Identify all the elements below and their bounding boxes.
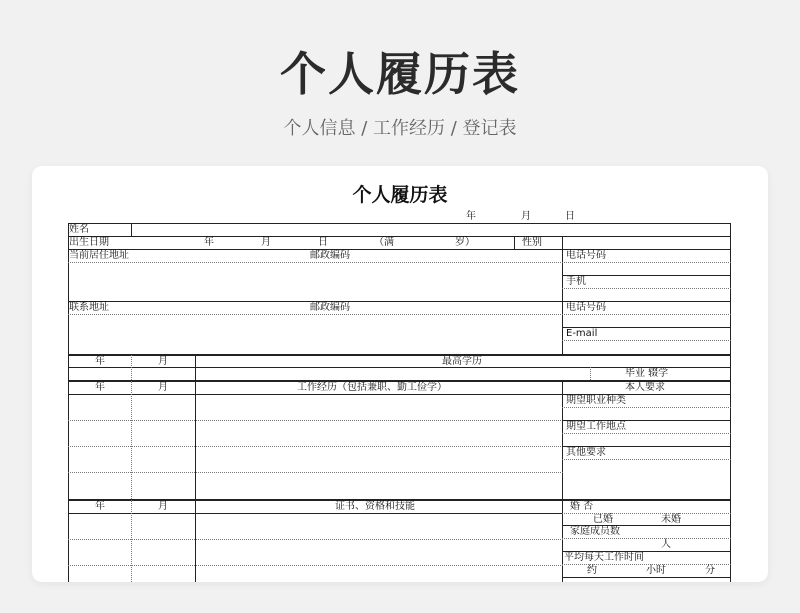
dotted-line — [562, 433, 731, 434]
dotted-line — [590, 367, 591, 380]
edu-status-label: 毕业 辍学 — [625, 368, 669, 379]
phone-label: 电话号码 — [566, 250, 606, 261]
resume-form-card — [32, 166, 768, 582]
dotted-line — [68, 565, 563, 566]
edu-month-header: 月 — [158, 356, 168, 367]
border-line — [131, 223, 132, 236]
page-subtitle: 个人信息 / 工作经历 / 登记表 — [283, 118, 517, 139]
family-unit-label: 人 — [661, 539, 671, 550]
border-line — [195, 500, 196, 582]
married-option: 已婚 — [593, 514, 613, 525]
birth-day-label: 日 — [318, 237, 328, 248]
edu-header: 最高学历 — [442, 356, 482, 367]
date-month-label: 月 — [521, 211, 531, 222]
work-history-header: 工作经历（包括兼职、勤工俭学） — [297, 382, 447, 393]
dotted-line — [562, 262, 731, 263]
dotted-line — [562, 288, 731, 289]
birth-date-label: 出生日期 — [69, 237, 109, 248]
hours-label: 小时 — [646, 565, 666, 576]
birth-month-label: 月 — [261, 237, 271, 248]
gender-label: 性别 — [522, 237, 542, 248]
dotted-line — [68, 420, 563, 421]
dotted-line — [562, 407, 731, 408]
border-line — [68, 513, 563, 514]
dotted-line — [131, 500, 132, 582]
daily-hours-label: 平均每天工作时间 — [564, 552, 644, 563]
border-line — [68, 500, 69, 582]
dotted-line — [68, 472, 563, 473]
dotted-line — [562, 314, 731, 315]
postal-code-label: 邮政编码 — [310, 250, 350, 261]
contact-address-label: 联系地址 — [69, 302, 109, 313]
dotted-line — [562, 538, 731, 539]
other-requirements-label: 其他要求 — [566, 447, 606, 458]
minutes-label: 分 — [705, 565, 715, 576]
cert-year-header: 年 — [95, 501, 105, 512]
border-line — [68, 236, 731, 237]
dotted-line — [131, 381, 132, 499]
postal-code-label: 邮政编码 — [310, 302, 350, 313]
date-year-label: 年 — [466, 211, 476, 222]
dotted-line — [131, 355, 132, 380]
dotted-line — [562, 340, 731, 341]
border-line — [68, 381, 69, 499]
dotted-line — [68, 446, 563, 447]
mobile-label: 手机 — [566, 276, 586, 287]
dotted-line — [68, 262, 563, 263]
border-line — [68, 249, 731, 250]
phone-label: 电话号码 — [566, 302, 606, 313]
cert-month-header: 月 — [158, 501, 168, 512]
requirements-header: 本人要求 — [625, 382, 665, 393]
work-month-header: 月 — [158, 382, 168, 393]
border-line — [562, 381, 563, 499]
border-line — [195, 355, 196, 380]
work-location-label: 期望工作地点 — [566, 421, 626, 432]
dotted-line — [562, 459, 731, 460]
name-label: 姓名 — [69, 224, 89, 235]
dotted-line — [68, 539, 563, 540]
border-line — [562, 577, 731, 578]
border-line — [730, 381, 731, 499]
border-line — [562, 236, 563, 354]
border-line — [562, 275, 731, 276]
dotted-line — [562, 513, 731, 514]
age-open-label: （满 — [374, 237, 394, 248]
dotted-line — [68, 314, 563, 315]
page-title: 个人履历表 — [280, 47, 520, 101]
form-title: 个人履历表 — [352, 184, 448, 206]
job-type-label: 期望职业种类 — [566, 395, 626, 406]
date-day-label: 日 — [565, 211, 575, 222]
marriage-label: 婚 否 — [570, 501, 594, 512]
border-line — [730, 355, 731, 380]
about-label: 约 — [587, 565, 597, 576]
border-line — [68, 394, 731, 395]
border-line — [514, 236, 515, 249]
border-line — [68, 355, 69, 380]
email-label: E-mail — [566, 328, 598, 339]
certificates-header: 证书、资格和技能 — [335, 501, 415, 512]
current-address-label: 当前居住地址 — [69, 250, 129, 261]
birth-year-label: 年 — [204, 237, 214, 248]
edu-year-header: 年 — [95, 356, 105, 367]
family-members-label: 家庭成员数 — [570, 526, 620, 537]
unmarried-option: 未婚 — [661, 514, 681, 525]
border-line — [195, 381, 196, 499]
age-close-label: 岁） — [455, 237, 475, 248]
border-line — [68, 223, 731, 224]
work-year-header: 年 — [95, 382, 105, 393]
